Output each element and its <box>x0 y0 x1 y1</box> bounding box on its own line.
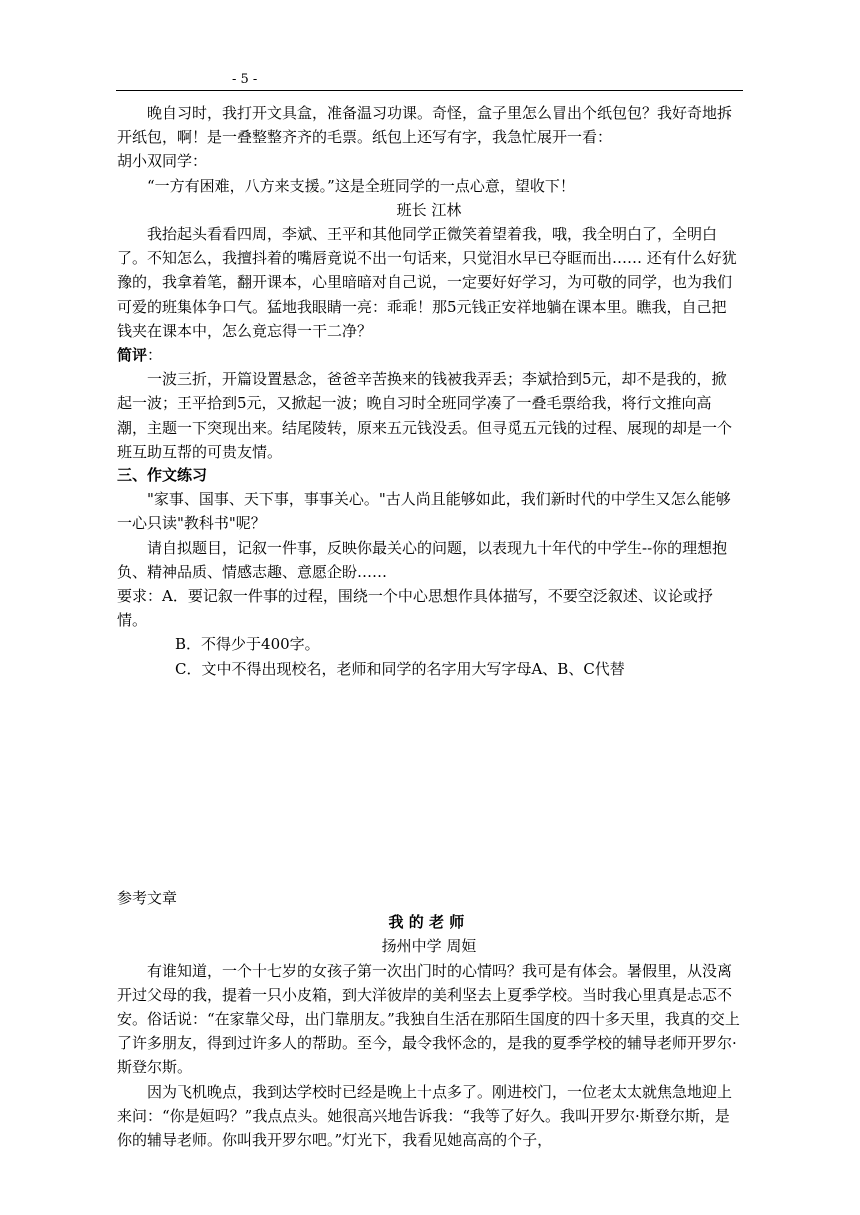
article-label: 参考文章 <box>117 889 178 907</box>
reference-article <box>117 886 741 1152</box>
quote-paragraph: "家事、国事、天下事，事事关心。"古人尚且能够如此，我们新时代的中学生又怎么能够一心只读"教科书"呢？ <box>117 490 731 533</box>
comment-heading-colon: ： <box>147 346 163 365</box>
salutation: 胡小双同学： <box>117 152 208 171</box>
note-text: “一方有困难，八方来支援。”这是全班同学的一点心意，望收下！ <box>147 176 575 195</box>
requirement-c: C．文中不得出现校名，老师和同学的名字用大写字母A、B、C代替 <box>175 659 625 678</box>
exercise-section <box>117 463 741 681</box>
header-rule <box>116 90 743 91</box>
story-section <box>117 101 741 464</box>
article-author: 扬州中学 周姮 <box>381 937 477 956</box>
paragraph: 因为飞机晚点，我到达学校时已经是晚上十点多了。刚进校门，一位老太太就焦急地迎上来问：“你是姮吗？”我点点头。她很高兴地告诉我：“我等了好久。我叫开罗尔·斯登尔斯，是你的辅导老师。你叫我开罗尔吧。”灯光下，我看见她高高的个子， <box>117 1082 733 1150</box>
comment-heading <box>117 343 741 367</box>
signature: 班长 江林 <box>396 200 462 219</box>
page-number: - 5 - <box>232 72 258 87</box>
section-heading: 三、作文练习 <box>117 466 208 484</box>
paragraph: 我抬起头看看四周，李斌、王平和其他同学正微笑着望着我，哦，我全明白了，全明白了。不知怎么，我擅抖着的嘴唇竟说不出一句话来，只觉泪水早已夺眶而出…… 还有什么好犹豫的，我拿着笔，翻开课本，心里暗暗对自己说，一定要好好学习，为可敬的同学，也为我们可爱的班集体争口气。猛地我眼睛一亮：乖乖！那5元钱正安祥地躺在课本里。瞧我，自己把钱夹在课本中，怎么竟忘得一干二净？ <box>117 225 737 340</box>
paragraph: 晚自习时，我打开文具盒，准备温习功课。奇怪，盒子里怎么冒出个纸包包？我好奇地拆开纸包，啊！是一叠整整齐齐的毛票。纸包上还写有字，我急忙展开一看： <box>117 104 733 147</box>
paragraph: 有谁知道，一个十七岁的女孩子第一次出门时的心情吗？我可是有体会。暑假里，从没离开过父母的我，提着一只小皮箱，到大洋彼岸的美利坚去上夏季学校。当时我心里真是忐忑不安。俗话说：“在家靠父母，出门靠朋友。”我独自生活在那陌生国度的四十多天里，我真的交上了许多朋友，得到过许多人的帮助。至今，最令我怀念的，是我的夏季学校的辅导老师开罗尔·斯登尔斯。 <box>117 961 740 1077</box>
article-title: 我的老师 <box>388 913 470 932</box>
requirement-b: B．不得少于400字。 <box>175 635 320 654</box>
comment-text: 一波三折，开篇设置悬念，爸爸辛苦换来的钱被我弄丢；李斌拾到5元，却不是我的，掀起一波；王平拾到5元，又掀起一波；晚自习时全班同学凑了一叠毛票给我，将行文推向高潮，主题一下突现出来。结尾陵转，原来五元钱没丢。但寻觅五元钱的过程、展现的却是一个班互助互帮的可贵友情。 <box>117 370 733 461</box>
comment-heading-label: 简评 <box>117 346 148 365</box>
task-paragraph: 请自拟题目，记叙一件事，反映你最关心的问题，以表现九十年代的中学生--你的理想抱负、精神品质、情感志趣、意愿企盼…… <box>117 538 728 581</box>
requirement-a: 要求：A．要记叙一件事的过程，围绕一个中心思想作具体描写，不要空泛叙述、议论或抒情。 <box>117 587 713 630</box>
